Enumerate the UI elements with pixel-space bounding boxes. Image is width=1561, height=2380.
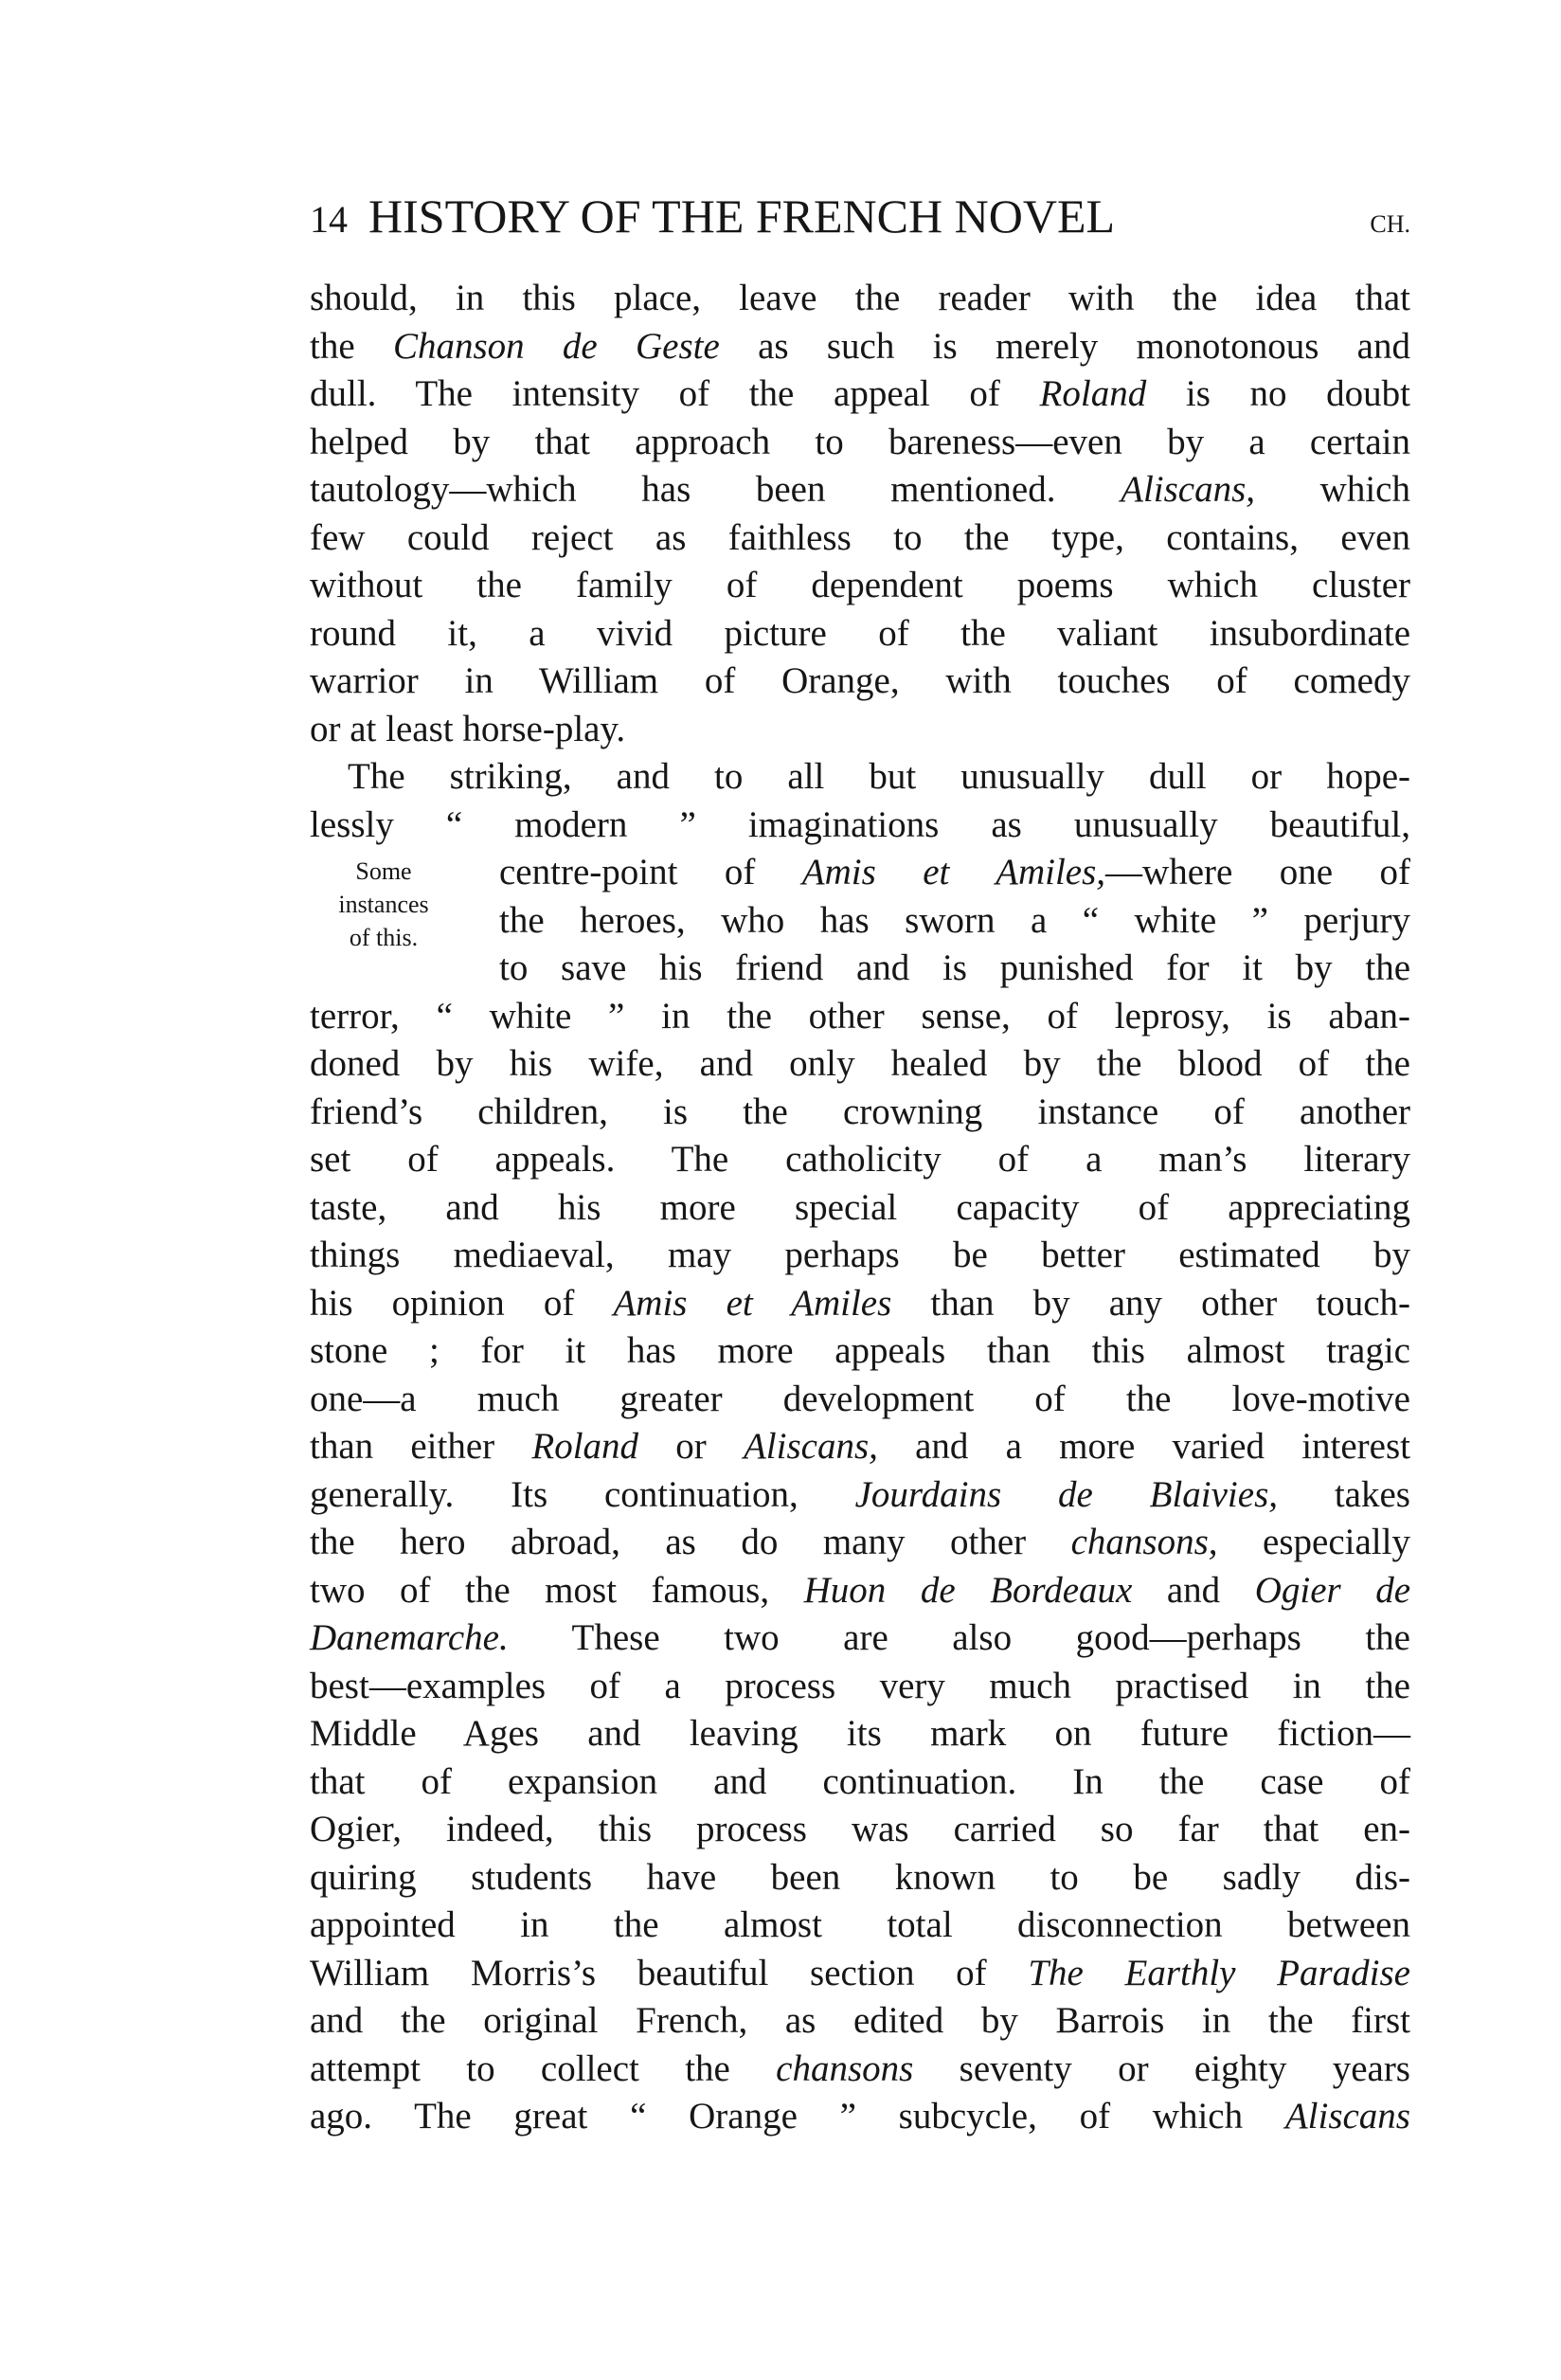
text-segment: few could reject as faithless to the type, contains, even (310, 516, 1410, 558)
text-line (310, 1854, 1410, 1902)
text-line (310, 323, 1410, 370)
text-segment: centre-point of (499, 852, 802, 892)
italic-title: Roland (531, 1426, 639, 1467)
text-segment: to save his friend and is punished for it by the (499, 947, 1410, 988)
text-segment: his opinion of (310, 1282, 614, 1324)
running-header (310, 186, 1410, 246)
text-segment: terror, “ white ” in the other sense, of leprosy, is aban- (310, 995, 1410, 1037)
text-segment: and the original French, as edited by Barrois in the first (310, 2000, 1410, 2041)
running-title: HISTORY OF THE FRENCH NOVEL (368, 189, 1116, 243)
text-segment: The striking, and to all but unusually dull or hope- (348, 756, 1410, 797)
text-segment: warrior in William of Orange, with touches of comedy (310, 660, 1410, 701)
text-segment: set of appeals. The catholicity of a man’s literary (310, 1139, 1410, 1180)
text-line (310, 466, 1410, 514)
text-line (310, 1232, 1410, 1279)
text-line (310, 1327, 1410, 1375)
text-segment: one—a much greater development of the love-motive (310, 1378, 1410, 1419)
text-line (310, 993, 1410, 1040)
text-segment: lessly “ modern ” imaginations as unusually beautiful, (310, 803, 1410, 845)
italic-title: Danemarche. (310, 1617, 509, 1658)
text-segment: or (638, 1426, 744, 1467)
text-segment: doned by his wife, and only healed by the blood of the (310, 1043, 1410, 1084)
text-line (310, 1806, 1410, 1853)
text-segment: friend’s children, is the crowning instance of another (310, 1091, 1410, 1132)
text-line (310, 1902, 1410, 1949)
text-line (310, 1614, 1410, 1662)
text-line (310, 1519, 1410, 1566)
text-segment: dull. The intensity of the appeal of (310, 373, 1040, 414)
text-line (499, 849, 1410, 896)
text-segment: Ogier, indeed, this process was carried so far that en- (310, 1809, 1410, 1849)
text-segment: and a more varied interest (877, 1426, 1410, 1467)
text-segment: two of the most famous, (310, 1569, 804, 1611)
text-line (310, 1280, 1410, 1327)
text-segment: William Morris’s beautiful section of (310, 1952, 1029, 1993)
text-line (310, 275, 1410, 322)
text-line (310, 1136, 1410, 1183)
text-segment: is no doubt (1146, 373, 1410, 414)
text-line (310, 706, 1410, 753)
text-line (310, 370, 1410, 418)
text-line (310, 802, 1410, 849)
text-line (310, 1423, 1410, 1470)
text-line (310, 658, 1410, 705)
text-line (310, 1663, 1410, 1710)
italic-title: Chanson de Geste (392, 325, 720, 367)
text-segment: things mediaeval, may perhaps be better estimated by (310, 1235, 1410, 1275)
text-line (310, 1758, 1410, 1806)
italic-title: The Earthly Paradise (1028, 1952, 1410, 1993)
italic-title: Amis et Amiles (613, 1282, 892, 1324)
chapter-abbrev: CH. (1370, 210, 1410, 238)
text-segment: as such is merely monotonous and (719, 325, 1410, 367)
text-segment: the (310, 325, 393, 367)
text-line (310, 419, 1410, 466)
text-line (310, 1184, 1410, 1232)
text-segment: without the family of dependent poems which cluster (310, 565, 1410, 605)
text-line (310, 1710, 1410, 1758)
text-line (310, 1567, 1410, 1614)
text-segment: than either (310, 1426, 532, 1467)
text-segment: the hero abroad, as do many other (310, 1522, 1071, 1562)
text-segment: takes (1278, 1473, 1410, 1515)
text-line (310, 1040, 1410, 1088)
text-segment: ago. The great “ Orange ” subcycle, of which (310, 2096, 1285, 2137)
text-line (348, 753, 1410, 801)
text-segment: generally. Its continuation, (310, 1473, 855, 1515)
text-line (310, 562, 1410, 609)
text-line (310, 2046, 1410, 2093)
italic-title: Jourdains de Blaivies, (854, 1473, 1278, 1515)
text-segment: or at least horse-play. (310, 708, 626, 749)
italic-title: Huon de Bordeaux (803, 1569, 1133, 1611)
text-segment: appointed in the almost total disconnection between (310, 1904, 1410, 1945)
text-segment: seventy or eighty years (913, 2047, 1410, 2089)
italic-title: chansons, (1070, 1522, 1218, 1562)
text-segment: These two are also good—perhaps the (508, 1617, 1410, 1658)
text-segment: which (1255, 469, 1410, 510)
text-segment: that of expansion and continuation. In the case of (310, 1760, 1410, 1802)
text-segment: round it, a vivid picture of the valiant insubordinate (310, 612, 1410, 654)
text-segment: especially (1217, 1522, 1410, 1562)
text-segment: Middle Ages and leaving its mark on future fiction— (310, 1713, 1410, 1754)
text-line (310, 610, 1410, 658)
text-segment: than by any other touch- (891, 1282, 1411, 1324)
text-segment: helped by that approach to bareness—even by a certain (310, 421, 1410, 462)
text-line (310, 1089, 1410, 1136)
text-segment: quiring students have been known to be sadly dis- (310, 1856, 1410, 1898)
margin-note-line: of this. (349, 924, 419, 951)
text-segment: attempt to collect the (310, 2047, 777, 2089)
text-segment: taste, and his more special capacity of appreciating (310, 1186, 1410, 1228)
text-line (310, 1997, 1410, 2045)
text-line (310, 1471, 1410, 1519)
text-segment: should, in this place, leave the reader with the idea that (310, 278, 1410, 318)
italic-title: Aliscans, (1121, 469, 1256, 510)
italic-title: Aliscans (1284, 2096, 1410, 2137)
italic-title: Roland (1039, 373, 1147, 414)
page-number: 14 (310, 198, 348, 241)
text-line (310, 2093, 1410, 2140)
margin-note-line: instances (338, 891, 429, 918)
italic-title: Amis et Amiles, (801, 852, 1106, 892)
margin-note-line: Some (355, 857, 412, 885)
text-segment: —where one of (1105, 852, 1410, 892)
text-segment: best—examples of a process very much practised in the (310, 1665, 1410, 1706)
text-segment: stone ; for it has more appeals than this almost tragic (310, 1330, 1410, 1371)
text-segment: and (1132, 1569, 1255, 1611)
text-line (499, 897, 1410, 945)
italic-title: Ogier de (1254, 1569, 1411, 1611)
text-segment: the heroes, who has sworn a “ white ” perjury (499, 899, 1410, 941)
text-line (310, 514, 1410, 562)
italic-title: Aliscans, (743, 1426, 878, 1467)
text-line (310, 1376, 1410, 1423)
text-line (499, 945, 1410, 992)
italic-title: chansons (776, 2047, 914, 2089)
text-line (310, 1950, 1410, 1997)
text-segment: tautology—which has been mentioned. (310, 469, 1121, 510)
